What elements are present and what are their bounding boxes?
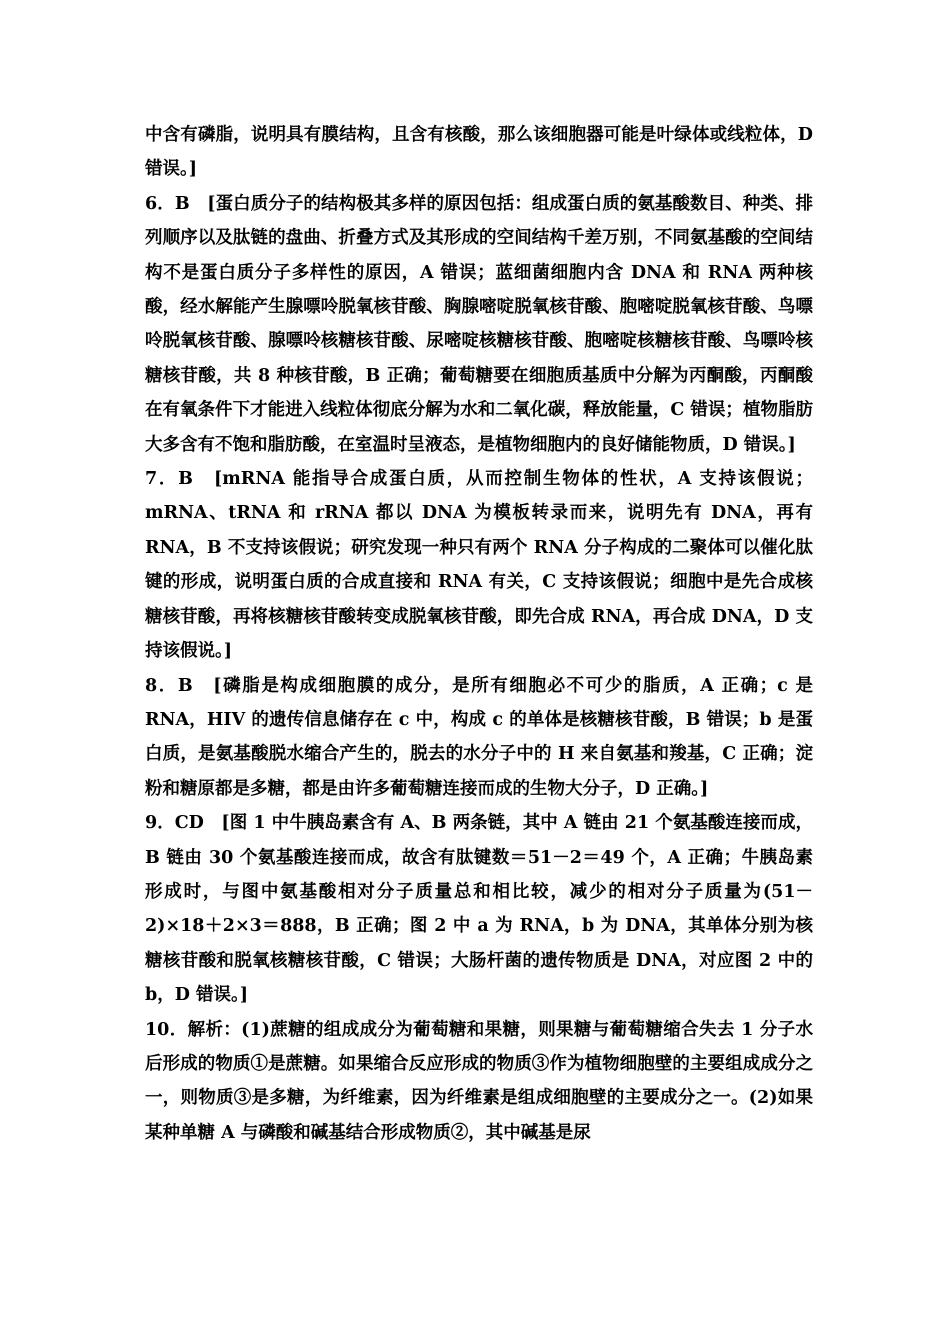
answer-8: 8．B [磷脂是构成细胞膜的成分，是所有细胞必不可少的脂质，A 正确；c 是 RNA，HIV 的遗传信息储存在 c 中，构成 c 的单体是核糖核苷酸，B 错误；b 是蛋白质，是氨基酸脱水缩合产生的，脱去的水分子中的 H 来自氨基和羧基，C 正确；淀粉和糖原都是多糖，都是由许多葡萄糖连接而成的生物大分子，D 正确。] xyxy=(145,675,813,799)
paragraph-continuation: 中含有磷脂，说明具有膜结构，且含有核酸，那么该细胞器可能是叶绿体或线粒体，D 错误。] xyxy=(145,125,813,180)
answer-7: 7．B [mRNA 能指导合成蛋白质，从而控制生物体的性状，A 支持该假说；mRNA、tRNA 和 rRNA 都以 DNA 为模板转录而来，说明先有 DNA，再有 RNA，B 不支持该假说；研究发现一种只有两个 RNA 分子构成的二聚体可以催化肽键的形成，说明蛋白质的合成直接和 RNA 有关，C 支持该假说；细胞中是先合成核糖核苷酸，再将核糖核苷酸转变成脱氧核苷酸，即先合成 RNA，再合成 DNA，D 支持该假说。] xyxy=(145,469,813,662)
answer-6: 6．B [蛋白质分子的结构极其多样的原因包括：组成蛋白质的氨基酸数目、种类、排列顺序以及肽链的盘曲、折叠方式及其形成的空间结构千差万别，不同氨基酸的空间结构不是蛋白质分子多样性的原因，A 错误；蓝细菌细胞内含 DNA 和 RNA 两种核酸，经水解能产生腺嘌呤脱氧核苷酸、胸腺嘧啶脱氧核苷酸、胞嘧啶脱氧核苷酸、鸟嘌呤脱氧核苷酸、腺嘌呤核糖核苷酸、尿嘧啶核糖核苷酸、胞嘧啶核糖核苷酸、鸟嘌呤核糖核苷酸，共 8 种核苷酸，B 正确；葡萄糖要在细胞质基质中分解为丙酮酸，丙酮酸在有氧条件下才能进入线粒体彻底分解为水和二氧化碳，释放能量，C 错误；植物脂肪大多含有不饱和脂肪酸，在室温时呈液态，是植物细胞内的良好储能物质，D 错误。] xyxy=(145,193,813,455)
answer-10: 10．解析：(1)蔗糖的组成成分为葡萄糖和果糖，则果糖与葡萄糖缩合失去 1 分子水后形成的物质①是蔗糖。如果缩合反应形成的物质③作为植物细胞壁的主要组成成分之一，则物质③是多糖，为纤维素，因为纤维素是组成细胞壁的主要成分之一。(2)如果某种单糖 A 与磷酸和碱基结合形成物质②，其中碱基是尿 xyxy=(145,1019,813,1143)
answer-text-body xyxy=(145,118,813,1150)
answer-9: 9．CD [图 1 中牛胰岛素含有 A、B 两条链，其中 A 链由 21 个氨基酸连接而成，B 链由 30 个氨基酸连接而成，故含有肽键数＝51－2＝49 个，A 正确；牛胰岛素形成时，与图中氨基酸相对分子质量总和相比较，减少的相对分子质量为(51－2)×18＋2×3＝888，B 正确；图 2 中 a 为 RNA，b 为 DNA，其单体分别为核糖核苷酸和脱氧核糖核苷酸，C 错误；大肠杆菌的遗传物质是 DNA，对应图 2 中的 b，D 错误。] xyxy=(145,813,813,1006)
